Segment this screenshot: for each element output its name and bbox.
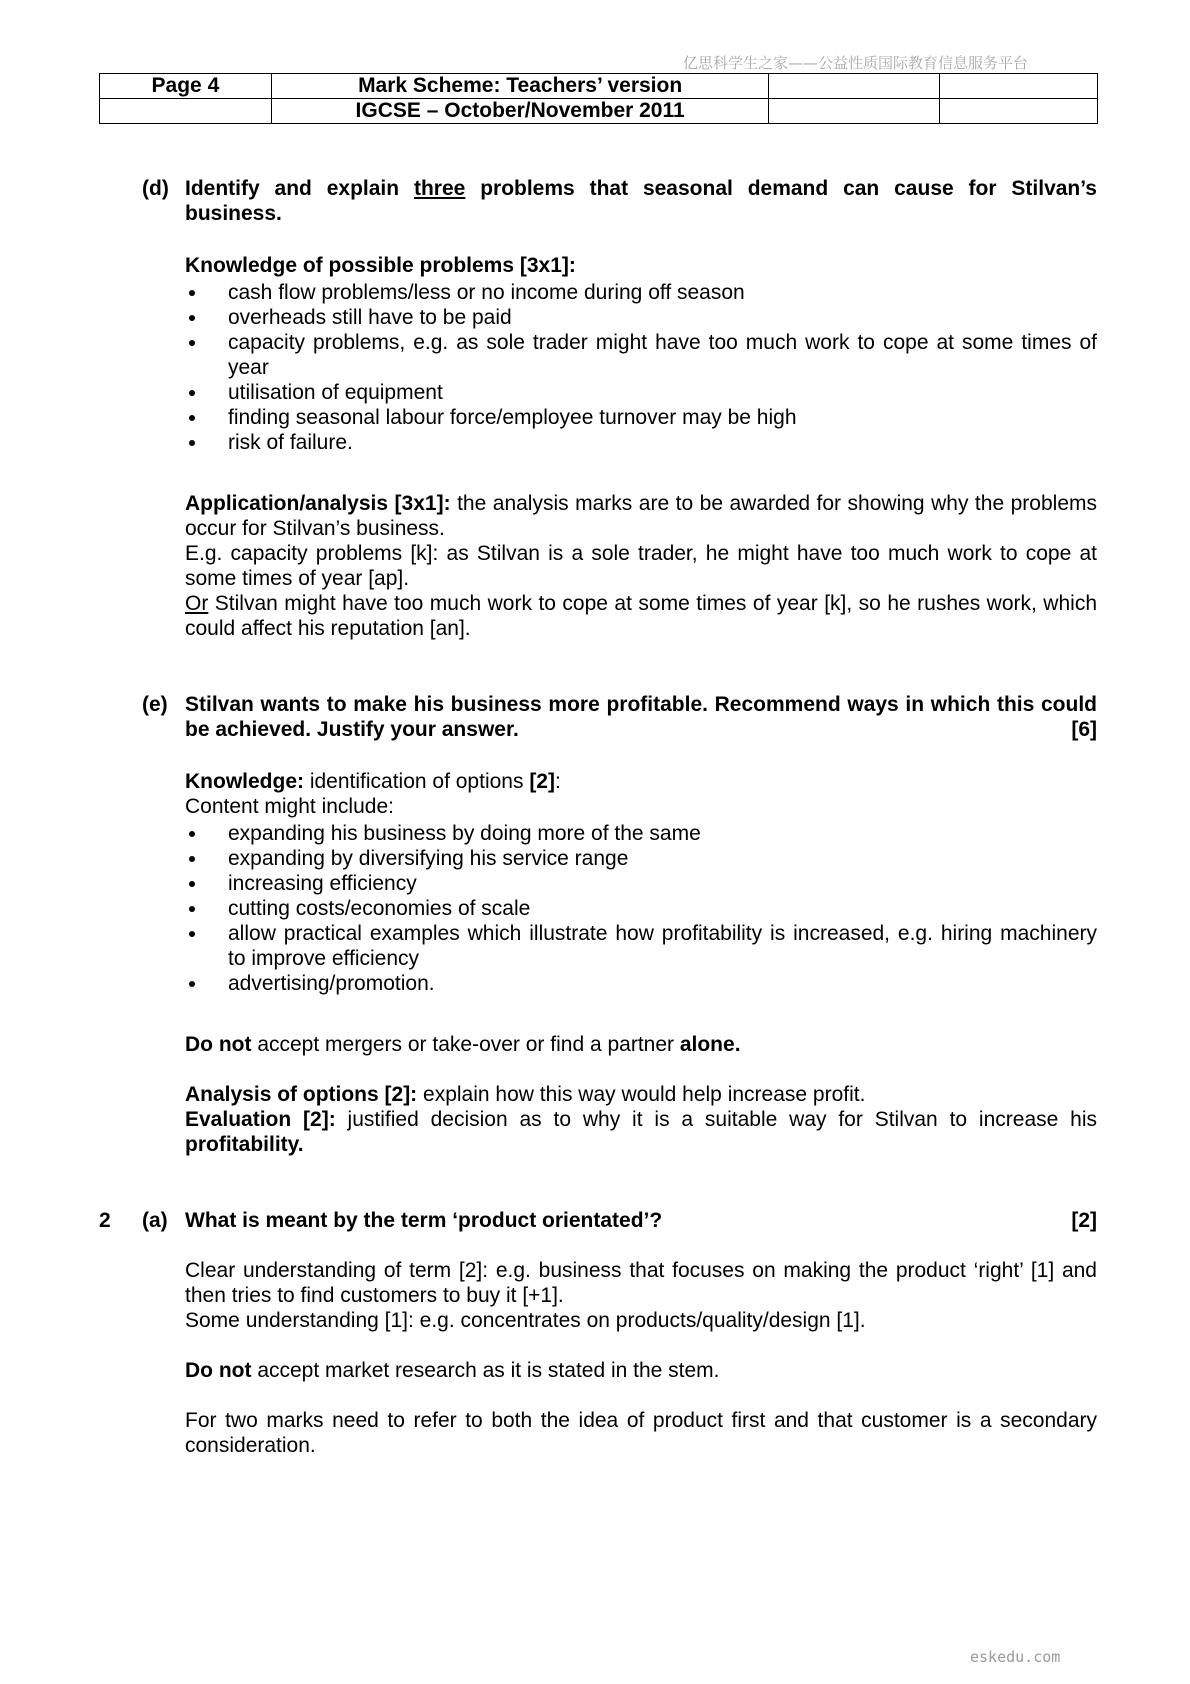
question-marks: [2] — [1071, 1209, 1097, 1232]
list-item: risk of failure. — [185, 430, 1097, 455]
question-label: (d) — [142, 177, 169, 200]
list-item: expanding his business by doing more of the same — [185, 821, 1097, 846]
header-page: Page 4 — [100, 74, 272, 99]
header-exam: IGCSE – October/November 2011 — [271, 99, 769, 124]
analysis-paragraph: Analysis of options [2]: explain how this way would help increase profit. — [185, 1083, 866, 1106]
list-item: utilisation of equipment — [185, 380, 1097, 405]
list-item: cutting costs/economies of scale — [185, 896, 1097, 921]
list-item: overheads still have to be paid — [185, 305, 1097, 330]
header-empty-cell — [769, 99, 940, 124]
list-item: expanding by diversifying his service range — [185, 846, 1097, 871]
evaluation-paragraph: Evaluation [2]: justified decision as to why it is a suitable way for Stilvan to increase his profitability. — [185, 1108, 1097, 1156]
question-marks: [6] — [1071, 718, 1097, 741]
question-label: (a) — [142, 1209, 168, 1232]
example-paragraph: E.g. capacity problems [k]: as Stilvan is a sole trader, he might have too much work to cope at some times of year [ap]. — [185, 542, 1097, 590]
question-text: Stilvan wants to make his business more profitable. Recommend ways in which this could be achieved. Justify your answer. [6] — [185, 693, 1097, 741]
underlined-word: three — [413, 177, 466, 200]
content-intro: Content might include: — [185, 795, 394, 818]
knowledge-heading: Knowledge of possible problems [3x1]: — [185, 254, 576, 277]
header-empty-cell — [940, 99, 1098, 124]
watermark-bottom: eskedu.com — [970, 1648, 1061, 1666]
options-list — [185, 821, 1097, 996]
header-table — [99, 73, 1098, 124]
problems-list — [185, 280, 1097, 455]
knowledge-paragraph: Knowledge: identification of options [2]: — [185, 770, 561, 793]
or-paragraph: Or Stilvan might have too much work to cope at some times of year [k], so he rushes work, which could affect his reputation [an]. — [185, 592, 1097, 640]
some-understanding-paragraph: Some understanding [1]: e.g. concentrates on products/quality/design [1]. — [185, 1309, 866, 1332]
list-item: allow practical examples which illustrate how profitability is increased, e.g. hiring machinery to improve efficiency — [185, 921, 1097, 971]
list-item: advertising/promotion. — [185, 971, 1097, 996]
header-title: Mark Scheme: Teachers’ version — [271, 74, 769, 99]
header-empty-cell — [100, 99, 272, 124]
question-number: 2 — [99, 1209, 111, 1232]
clear-understanding-paragraph: Clear understanding of term [2]: e.g. business that focuses on making the product ‘right’ [1] and then tries to find customers to buy it [+1]. — [185, 1259, 1097, 1307]
do-not-paragraph: Do not accept mergers or take-over or find a partner alone. — [185, 1033, 741, 1056]
question-label: (e) — [142, 693, 168, 716]
two-marks-paragraph: For two marks need to refer to both the idea of product first and that customer is a secondary consideration. — [185, 1409, 1097, 1457]
question-text: Identify and explain three problems that seasonal demand can cause for Stilvan’s business. — [185, 177, 1097, 225]
list-item: capacity problems, e.g. as sole trader might have too much work to cope at some times of year — [185, 330, 1097, 380]
do-not-paragraph: Do not accept market research as it is stated in the stem. — [185, 1359, 720, 1382]
list-item: cash flow problems/less or no income during off season — [185, 280, 1097, 305]
application-analysis-paragraph: Application/analysis [3x1]: the analysis marks are to be awarded for showing why the problems occur for Stilvan’s business. — [185, 492, 1097, 540]
question-text: What is meant by the term ‘product orientated’? [2] — [185, 1209, 1097, 1232]
watermark-top: 亿思科学生之家——公益性质国际教育信息服务平台 — [683, 54, 1029, 72]
header-empty-cell — [940, 74, 1098, 99]
header-empty-cell — [769, 74, 940, 99]
list-item: increasing efficiency — [185, 871, 1097, 896]
list-item: finding seasonal labour force/employee turnover may be high — [185, 405, 1097, 430]
